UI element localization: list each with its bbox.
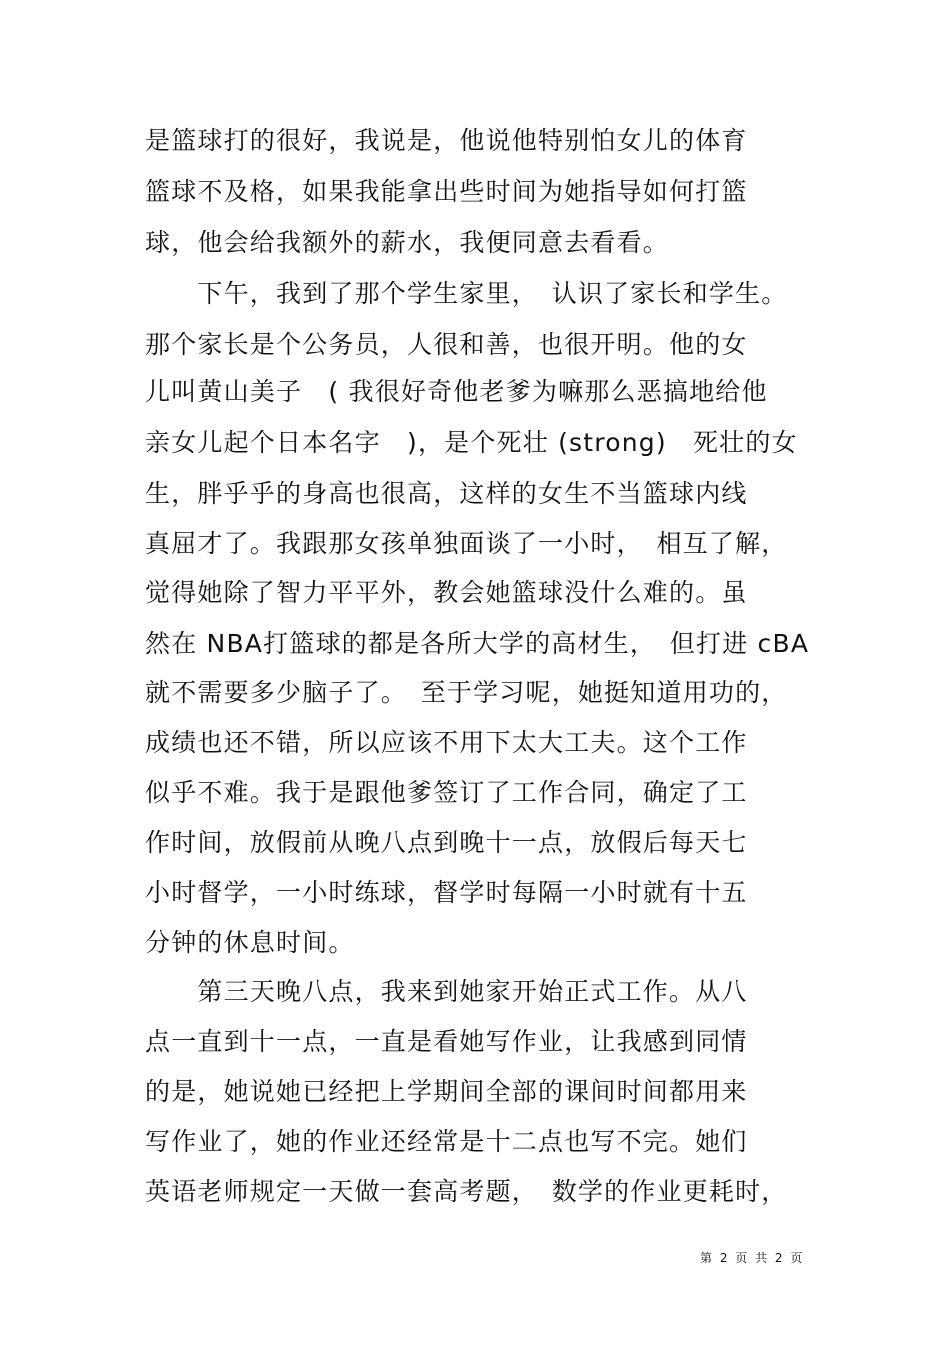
body-text-line: 篮球不及格，如果我能拿出些时间为她指导如何打篮 (145, 177, 748, 206)
body-text-line: 觉得她除了智力平平外，教会她篮球没什么难的。虽 (145, 578, 748, 607)
body-text-line: 分钟的休息时间。 (145, 928, 355, 957)
body-text-line: 写作业了，她的作业还经常是十二点也写不完。她们 (145, 1127, 748, 1156)
body-text-line: 作时间，放假前从晚八点到晚十一点，放假后每天七 (145, 828, 748, 857)
body-text-line: 就不需要多少脑子了。 至于学习呢，她挺知道用功的， (145, 678, 788, 707)
body-text-line: 是篮球打的很好，我说是，他说他特别怕女儿的体育 (145, 126, 748, 155)
body-text-line: 球，他会给我额外的薪水，我便同意去看看。 (145, 228, 670, 257)
body-text-line: 小时督学，一小时练球，督学时每隔一小时就有十五 (145, 878, 748, 907)
body-text-line: 亲女儿起个日本名字 )，是个死壮 (strong) 死壮的女 (145, 428, 798, 457)
body-text-line: 第三天晚八点，我来到她家开始正式工作。从八 (145, 977, 748, 1006)
page-number-footer: 第 2 页 共 2 页 (700, 1251, 805, 1265)
body-text-line: 点一直到十一点，一直是看她写作业，让我感到同情 (145, 1027, 748, 1056)
body-text-line: 那个家长是个公务员，人很和善，也很开明。他的女 (145, 330, 748, 359)
body-text-line: 的是，她说她已经把上学期间全部的课间时间都用来 (145, 1077, 748, 1106)
body-text-line: 真屈才了。我跟那女孩单独面谈了一小时， 相互了解， (145, 529, 788, 558)
body-text-line: 然在 NBA打篮球的都是各所大学的高材生， 但打进 cBA (145, 629, 810, 658)
body-text-line: 儿叫黄山美子 ( 我很好奇他老爹为嘛那么恶搞地给他 (145, 377, 768, 406)
body-text-line: 英语老师规定一天做一套高考题， 数学的作业更耗时， (145, 1177, 788, 1206)
body-text-line: 生，胖乎乎的身高也很高，这样的女生不当篮球内线 (145, 479, 748, 508)
body-text-line: 似乎不难。我于是跟他爹签订了工作合同，确定了工 (145, 778, 748, 807)
body-text-line: 下午，我到了那个学生家里， 认识了家长和学生。 (145, 279, 788, 308)
body-text-line: 成绩也还不错，所以应该不用下太大工夫。这个工作 (145, 728, 748, 757)
